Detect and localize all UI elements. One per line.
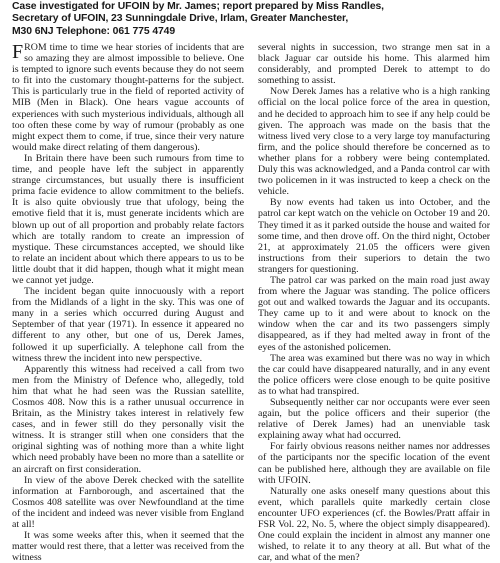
paragraph-1-text: ROM time to time we hear stories of incidents that are so amazing they are almost impossible to believe. One is tempted to ignore such events because they do not seem to fit into the customary thought-patterns for the subject. This is particularly true in the field of reported activity of MIB (Men in Black). One hears vague accounts of experiences with such mysterious individuals, although all too often these come by way of rumour (probably as one might expect them to come, if true, since their very nature would make direct relating of them dangerous). [12, 42, 244, 153]
paragraph-1 [12, 42, 244, 153]
paragraph-13: For fairly obvious reasons neither names nor addresses of the participants nor the specific location of the event can be published here, although they are available on file with UFOIN. [258, 441, 490, 486]
byline-line-1: Case investigated for UFOIN by Mr. James; report prepared by Miss Randles, [12, 1, 384, 12]
paragraph-9: By now events had taken us into October, and the patrol car kept watch on the vehicle on October 19 and 20. They timed it as it parked outside the house and waited for some time, and then drove off. On the third night, October 21, at approximately 21.05 the officers were given instructions from their superiors to detain the two strangers for questioning. [258, 197, 490, 275]
paragraph-10: The patrol car was parked on the main road just away from where the Jaguar was standing. The police officers got out and walked towards the Jaguar and its occupants. They came up to it and were about to knock on the window when the car and its two passengers simply disappeared, as if they had melted away in front of the eyes of the astonished policemen. [258, 274, 490, 353]
article-byline [12, 0, 490, 38]
paragraph-12: Subsequently neither car nor occupants were ever seen again, but the police officers and their superior (the relative of Derek James) had an unenviable task explaining away what had occurred. [258, 397, 490, 442]
paragraph-3: The incident began quite innocuously with a report from the Midlands of a light in the sky. This was one of many in a series which occurred during August and September of that year (1971). In essence it appeared no different to any other, but one of us, Derek James, followed it up superficially. A telephone call from the witness threw the incident into new perspective. [12, 286, 244, 364]
paragraph-11: The area was examined but there was no way in which the car could have disappeared naturally, and in any event the police officers were close enough to be quite positive as to what had transpired. [258, 352, 490, 397]
paragraph-4: Apparently this witness had received a call from two men from the Ministry of Defence who, allegedly, told him that what he had seen was the Russian satellite, Cosmos 408. Now this is a rather unusual occurrence in Britain, as the Ministry takes interest in relatively few cases, and in fewer still do they personally visit the witness. It is stranger still when one considers that the original sighting was of nothing more than a white light which need probably have been no more than a satellite or an aircraft on first consideration. [12, 363, 244, 475]
paragraph-14: Naturally one asks oneself many questions about this event, which parallels quite markedly certain close encounter UFO experiences (cf. the Bowles/Pratt affair in FSR Vol. 22, No. 5, where the object simply disappeared). One could explain the incident in almost any manner one wished, to relate it to any theory at all. But what of the car, and what of the men? [258, 485, 490, 563]
article-body [12, 41, 490, 563]
byline-line-3: M30 6NJ Telephone: 061 775 4749 [12, 25, 176, 37]
paragraph-6: It was some weeks after this, when it seemed that the matter would rest there, that a letter was received from the witness [12, 530, 244, 563]
right-column [258, 42, 490, 563]
paragraph-2: In Britain there have been such rumours from time to time, and people have left the subject in apparently strange circumstances, but usually there is insufficient prima facie evidence to allow commitment to the beliefs. It is also quite obviously true that ufology, being the emotive field that it is, must generate incidents which are blown up out of all proportion and probably relate factors which are totally random to create an impression of mystique. These circumstances accepted, we should like to relate an incident about which there appears to us to be little doubt that it did happen, though what it might mean we cannot yet judge. [12, 152, 244, 286]
paragraph-7: several nights in succession, two strange men sat in a black Jaguar car outside his home. This alarmed him considerably, and prompted Derek to attempt to do something to assist. [258, 42, 490, 87]
magazine-page [12, 0, 490, 563]
drop-cap: F [12, 41, 24, 63]
left-column [12, 41, 244, 563]
paragraph-5: In view of the above Derek checked with the satellite information at Farnborough, and ascertained that the Cosmos 408 satellite was over Newfoundland at the time of the incident and indeed was never visible from England at all! [12, 474, 244, 531]
byline-line-2: Secretary of UFOIN, 23 Sunningdale Drive, Irlam, Greater Manchester, [12, 13, 349, 25]
paragraph-8: Now Derek James has a relative who is a high ranking official on the local police force of the area in question, and he decided to approach him to see if any help could be given. The approach was made on the basis that the witness lived very close to a very large toy manufacturing firm, and the police should therefore be concerned as to whether plans for a robbery were being contemplated. Duly this was acknowledged, and a Panda control car with two policemen in it was instructed to keep a check on the vehicle. [258, 86, 490, 198]
